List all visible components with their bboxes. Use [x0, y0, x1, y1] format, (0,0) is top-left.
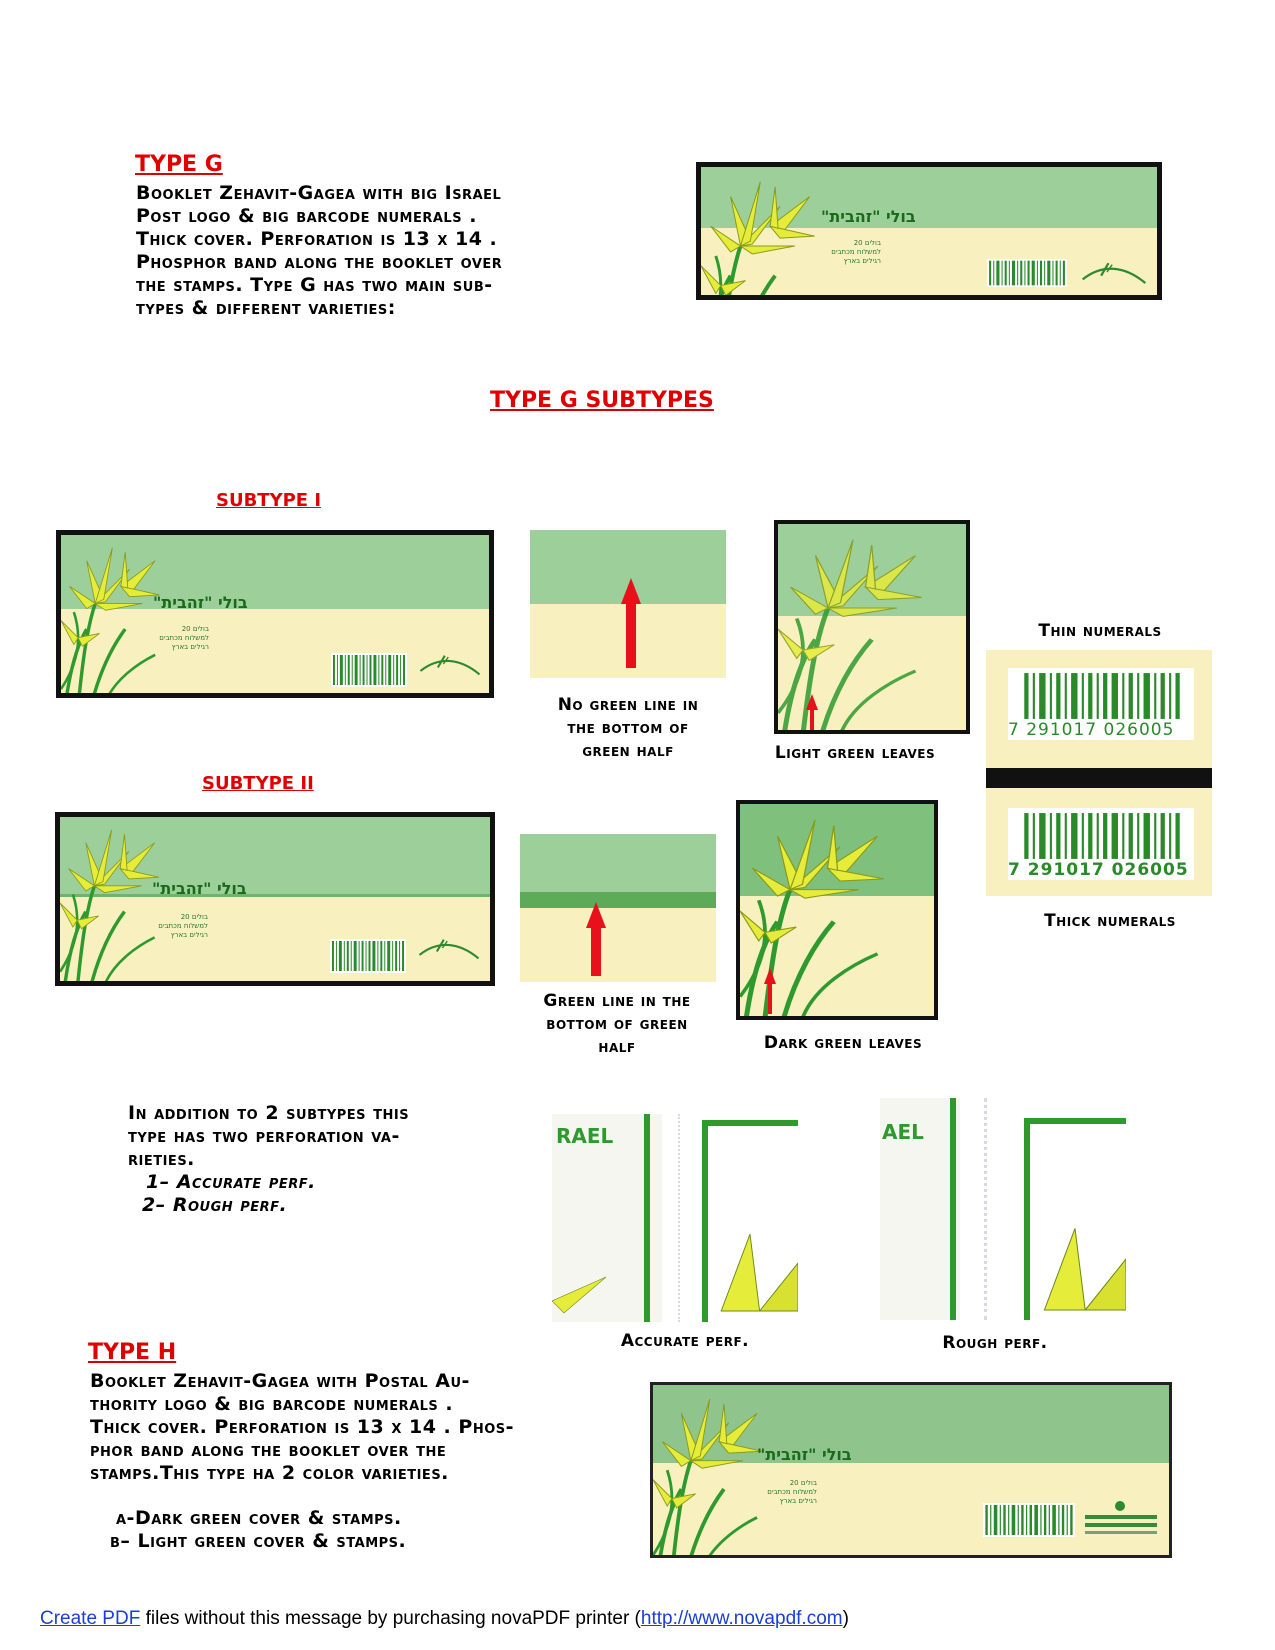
- rough-perf-text: AEL: [882, 1120, 924, 1144]
- barcode-digit: 026005: [1111, 860, 1189, 880]
- red-arrow-icon: [586, 902, 606, 928]
- subtype-1-leaves-crop: [774, 520, 970, 734]
- booklet-hebrew-line: למשלוח מכתבים: [831, 248, 881, 256]
- type-g-line: the stamps. Type G has two main sub-: [136, 274, 493, 296]
- israel-post-logo-icon: [417, 649, 483, 679]
- type-g-description: [136, 182, 616, 320]
- barcode-digit: 7: [1008, 860, 1021, 880]
- flower-icon: [701, 167, 820, 300]
- booklet-hebrew-title: בולי "זהבית": [757, 1445, 852, 1464]
- subtype-2-green-half-crop: [520, 834, 716, 982]
- flower-petal-icon: [1024, 1198, 1126, 1320]
- postal-authority-logo-icon: [1085, 1501, 1157, 1537]
- type-h-line: Booklet Zehavit-Gagea with Postal Au-: [90, 1370, 470, 1392]
- caption-line: the bottom of: [567, 718, 689, 738]
- light-leaves-flower-icon: [778, 524, 928, 734]
- thick-numerals-digits: [1008, 860, 1194, 880]
- type-g-line: Post logo & big barcode numerals .: [136, 205, 477, 227]
- accurate-perf-crop: [552, 1114, 798, 1322]
- booklet-hebrew-line: רגילים בארץ: [171, 643, 209, 651]
- type-g-title: TYPE G: [135, 152, 223, 177]
- footer-text-end: ): [842, 1608, 849, 1629]
- flower-icon: [60, 817, 163, 986]
- perf-line: rieties.: [128, 1148, 195, 1170]
- type-g-line: Phosphor band along the booklet over: [136, 251, 503, 273]
- subtypes-heading: TYPE G SUBTYPES: [490, 388, 714, 413]
- type-h-variety: b– Light green cover & stamps.: [110, 1530, 407, 1552]
- red-arrow-icon: [621, 578, 641, 604]
- barcode-icon: [987, 259, 1067, 287]
- booklet-hebrew-small: [821, 239, 881, 266]
- subtype-2-booklet-image: [55, 812, 495, 986]
- subtype-2-leaves-crop: [736, 800, 938, 1020]
- type-h-line: Thick cover. Perforation is 13 x 14 . Phos-: [90, 1416, 514, 1438]
- type-h-description: [90, 1370, 610, 1553]
- flower-icon: [653, 1385, 767, 1558]
- type-g-line: Booklet Zehavit-Gagea with big Israel: [136, 182, 502, 204]
- barcode-digit: 291017: [1027, 860, 1105, 880]
- caption-line: No green line in: [557, 695, 699, 715]
- booklet-hebrew-line: 20 בולים: [789, 1479, 817, 1487]
- israel-post-logo-icon: [1079, 257, 1149, 287]
- type-h-line: stamps.This type ha 2 color varieties.: [90, 1462, 449, 1484]
- novapdf-link[interactable]: http://www.novapdf.com: [640, 1608, 843, 1629]
- thin-numerals-label: Thin numerals: [1038, 621, 1162, 641]
- booklet-hebrew-small: [152, 913, 208, 940]
- barcode-digit: 291017: [1026, 720, 1098, 740]
- dark-leaves-flower-icon: [740, 804, 890, 1018]
- type-h-line: thority logo & big barcode numerals .: [90, 1393, 454, 1415]
- thin-barcode-icon: [1020, 670, 1184, 722]
- barcode-digit: 7: [1008, 720, 1020, 740]
- flower-petal-icon: [552, 1244, 612, 1322]
- booklet-hebrew-small: [153, 625, 209, 652]
- accurate-perf-text: RAEL: [556, 1124, 614, 1148]
- booklet-hebrew-small: [757, 1479, 817, 1506]
- booklet-hebrew-line: למשלוח מכתבים: [158, 922, 208, 930]
- caption-line: Green line in the: [543, 991, 691, 1011]
- booklet-hebrew-line: רגילים בארץ: [779, 1497, 817, 1505]
- subtype-2-green-half-caption: [504, 990, 730, 1059]
- perf-line: type has two perforation va-: [128, 1125, 400, 1147]
- type-g-booklet-image: [696, 162, 1162, 300]
- caption-line: bottom of green: [546, 1014, 688, 1034]
- subtype-2-leaves-caption: Dark green leaves: [763, 1033, 923, 1053]
- numerals-comparison-image: [986, 650, 1212, 896]
- booklet-hebrew-line: למשלוח מכתבים: [159, 634, 209, 642]
- booklet-hebrew-line: רגילים בארץ: [843, 257, 881, 265]
- accurate-perf-label: Accurate perf.: [620, 1331, 750, 1351]
- perf-description: [128, 1102, 508, 1217]
- thick-numerals-label: Thick numerals: [1044, 911, 1176, 931]
- footer-notice: [40, 1608, 849, 1630]
- perf-line: In addition to 2 subtypes this: [128, 1102, 410, 1124]
- subtype-2-label: SUBTYPE II: [202, 773, 314, 794]
- thick-barcode-icon: [1020, 810, 1184, 862]
- footer-text: files without this message by purchasing novaPDF printer (: [140, 1608, 641, 1629]
- barcode-icon: [330, 939, 406, 973]
- type-h-line: phor band along the booklet over the: [90, 1439, 447, 1461]
- type-h-variety: a-Dark green cover & stamps.: [116, 1507, 402, 1529]
- type-h-title: TYPE H: [88, 1340, 177, 1365]
- booklet-hebrew-title: בולי "זהבית": [153, 593, 248, 612]
- subtype-1-green-half-crop: [530, 530, 726, 678]
- type-g-line: types & different varieties:: [136, 297, 396, 319]
- rough-perf-crop: [880, 1098, 1126, 1320]
- perf-item: 2– Rough perf.: [142, 1194, 288, 1216]
- booklet-hebrew-title: בולי "זהבית": [821, 207, 916, 226]
- type-h-booklet-image: [650, 1382, 1172, 1558]
- booklet-hebrew-line: 20 בולים: [181, 625, 209, 633]
- booklet-hebrew-line: למשלוח מכתבים: [767, 1488, 817, 1496]
- rough-perf-label: Rough perf.: [942, 1333, 1048, 1353]
- subtype-1-label: SUBTYPE I: [216, 490, 322, 511]
- subtype-1-leaves-caption: Light green leaves: [774, 743, 936, 763]
- caption-line: green half: [582, 741, 674, 761]
- booklet-hebrew-line: 20 בולים: [853, 239, 881, 247]
- barcode-icon: [331, 653, 407, 687]
- barcode-digit: 026005: [1103, 720, 1175, 740]
- type-g-line: Thick cover. Perforation is 13 x 14 .: [136, 228, 498, 250]
- booklet-hebrew-title: בולי "זהבית": [152, 879, 247, 898]
- thin-numerals-digits: [1008, 720, 1194, 740]
- booklet-hebrew-line: רגילים בארץ: [170, 931, 208, 939]
- flower-petal-icon: [702, 1204, 798, 1322]
- caption-line: half: [598, 1037, 636, 1057]
- perf-item: 1– Accurate perf.: [146, 1171, 316, 1193]
- create-pdf-link[interactable]: Create PDF: [40, 1608, 141, 1629]
- flower-icon: [61, 535, 164, 698]
- subtype-1-booklet-image: [56, 530, 494, 698]
- israel-post-logo-icon: [416, 933, 482, 963]
- subtype-1-green-half-caption: [518, 694, 738, 763]
- booklet-hebrew-line: 20 בולים: [180, 913, 208, 921]
- barcode-icon: [983, 1503, 1075, 1537]
